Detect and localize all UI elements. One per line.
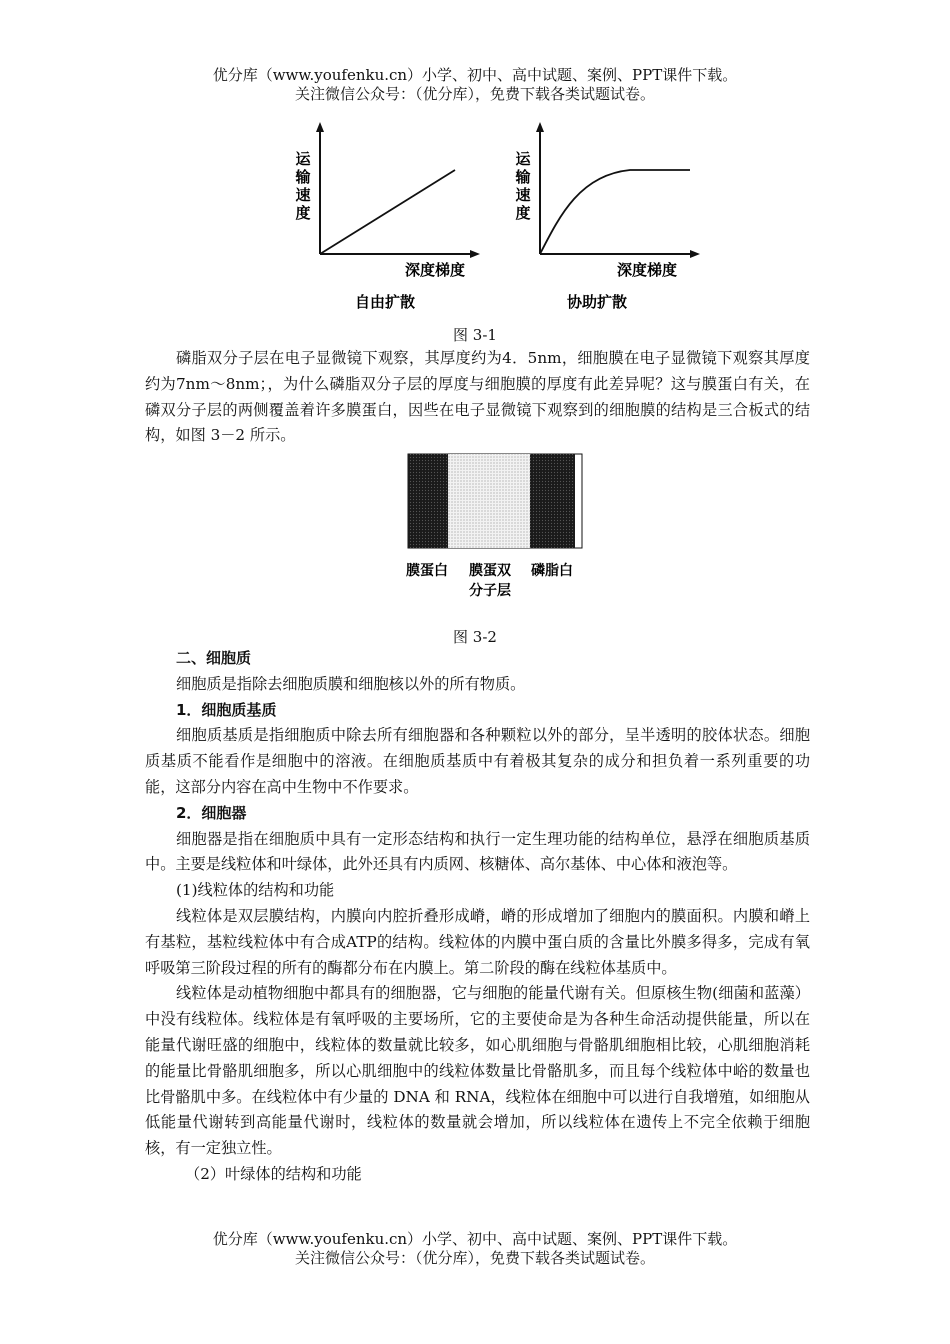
right-ylabel-2: 输 xyxy=(515,168,531,186)
left-y-arrow xyxy=(316,122,324,132)
label-bilayer-2: 分子层 xyxy=(469,583,511,599)
left-linear-curve xyxy=(320,170,455,254)
subsection-2-text: 细胞器是指在细胞质中具有一定形态结构和执行一定生理功能的结构单位，悬浮在细胞质基质中。主要是线粒体和叶绿体，此外还具有内质网、核糖体、高尔基体、中心体和液泡等。 xyxy=(145,829,810,874)
right-xlabel: 深度梯度 xyxy=(616,261,678,279)
left-chart xyxy=(294,122,480,311)
right-ylabel-4: 度 xyxy=(515,204,531,222)
right-ylabel-3: 速 xyxy=(515,186,531,204)
right-y-arrow xyxy=(536,122,544,132)
subsection-1-text: 细胞质基质是指细胞质中除去所有细胞器和各种颗粒以外的部分，呈半透明的胶体状态。细胞质基质不能看作是细胞中的溶液。在细胞质基质中有着极其复杂的成分和担负着一系列重要的功能，这部分内容在高中生物中不作要求。 xyxy=(145,726,810,796)
figure-3-2 xyxy=(400,450,590,610)
right-chart xyxy=(514,122,700,311)
paragraph-membrane-text: 磷脂双分子层在电子显微镜下观察，其厚度约为4．5nm，细胞膜在电子显微镜下观察其厚度约为7nm～8nm；，为什么磷脂双分子层的厚度与细胞膜的厚度有此差异呢？这与膜蛋白有关，在磷双分子层的两侧覆盖着许多膜蛋白，因些在电子显微镜下观察到的细胞膜的结构是三合板式的结构，如图 3－2 所示。 xyxy=(145,349,810,445)
right-title: 协助扩散 xyxy=(566,293,628,311)
right-saturation-curve xyxy=(540,170,690,254)
left-title: 自由扩散 xyxy=(354,293,416,311)
right-x-arrow xyxy=(690,250,700,258)
section-cytoplasm xyxy=(145,646,810,1188)
left-ylabel-4: 度 xyxy=(295,204,311,222)
left-ylabel-3: 速 xyxy=(295,186,311,204)
figure-3-1-caption: 图 3-1 xyxy=(453,326,497,344)
label-phospholipid-protein: 磷脂白 xyxy=(531,563,573,579)
section-heading: 二、细胞质 xyxy=(176,649,252,667)
outer-protein-layer xyxy=(408,454,448,548)
left-x-arrow xyxy=(470,250,480,258)
figure-3-2-caption: 图 3-2 xyxy=(453,628,497,646)
left-xlabel: 深度梯度 xyxy=(404,261,466,279)
subsection-2-heading: 2．细胞器 xyxy=(176,803,247,822)
item-1-paragraph-2: 线粒体是动植物细胞中都具有的细胞器，它与细胞的能量代谢有关。但原核生物(细菌和蓝藻）中没有线粒体。线粒体是有氧呼吸的主要场所，它的主要使命是为各种生命活动提供能量，所以在能量代谢旺盛的细胞中，线粒体的数量就比较多，如心肌细胞与骨骼肌细胞相比较，心肌细胞消耗的能量比骨骼肌细胞多，所以心肌细胞中的线粒体数量比骨骼肌多，而且每个线粒体中峪的数量也比骨骼肌中多。在线粒体中有少量的 DNA 和 RNA，线粒体在细胞中可以进行自我增殖，如细胞从低能量代谢转到高能量代谢时，线粒体的数量就会增加，所以线粒体在遗传上不完全依赖于细胞核，有一定独立性。 xyxy=(145,984,810,1158)
section-intro: 细胞质是指除去细胞质膜和细胞核以外的所有物质。 xyxy=(176,674,526,693)
item-2-heading: （2）叶绿体的结构和功能 xyxy=(185,1164,362,1183)
figure-3-1 xyxy=(285,120,705,320)
subsection-1-heading: 1．细胞质基质 xyxy=(176,700,277,719)
left-ylabel-2: 输 xyxy=(295,168,311,186)
right-ylabel-1: 运 xyxy=(515,150,531,168)
item-1-paragraph-1: 线粒体是双层膜结构，内膜向内腔折叠形成嵴，嵴的形成增加了细胞内的膜面积。内膜和嵴上有基粒，基粒线粒体中有合成ATP的结构。线粒体的内膜中蛋白质的含量比外膜多得多，完成有氧呼吸第三阶段过程的所有的酶都分布在内膜上。第二阶段的酶在线粒体基质中。 xyxy=(145,906,810,977)
label-bilayer-1: 膜蛋双 xyxy=(469,563,511,579)
header-line-2: 关注微信公众号：（优分库），免费下载各类试题试卷。 xyxy=(294,85,655,103)
footer-line-2: 关注微信公众号：（优分库），免费下载各类试题试卷。 xyxy=(294,1249,655,1267)
page-header xyxy=(0,66,950,104)
label-membrane-protein: 膜蛋白 xyxy=(406,563,448,579)
header-line-1: 优分库（www.youfenku.cn）小学、初中、高中试题、案例、PPT课件下载。 xyxy=(212,66,738,84)
inner-protein-layer xyxy=(530,454,575,548)
paragraph-membrane xyxy=(145,346,810,449)
lipid-bilayer-layer xyxy=(448,454,530,548)
page-footer xyxy=(0,1230,950,1268)
footer-line-1: 优分库（www.youfenku.cn）小学、初中、高中试题、案例、PPT课件下载。 xyxy=(212,1230,738,1248)
item-1-heading: (1)线粒体的结构和功能 xyxy=(176,881,335,900)
left-ylabel-1: 运 xyxy=(295,150,311,168)
